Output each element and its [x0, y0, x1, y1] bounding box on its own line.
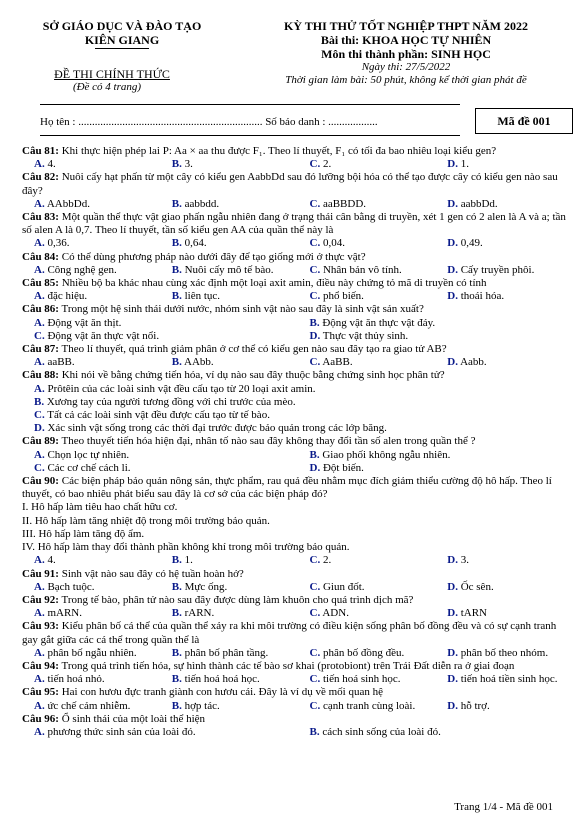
- answer-option[interactable]: [22, 700, 160, 713]
- option-letter: C.: [309, 646, 321, 659]
- answer-option[interactable]: [160, 647, 298, 660]
- question-stem: [22, 171, 573, 197]
- question-block: [22, 594, 573, 620]
- option-text: 2.: [322, 158, 332, 171]
- question-stem: [22, 713, 573, 726]
- answer-option[interactable]: [298, 237, 436, 250]
- question-stem: [22, 343, 573, 356]
- option-letter: B.: [309, 316, 320, 329]
- option-letter: D.: [447, 580, 458, 593]
- options-row: [22, 158, 573, 171]
- option-text: AAbb.: [184, 356, 214, 369]
- exam-component: Môn thi thành phần: SINH HỌC: [321, 47, 491, 61]
- question-text: Khi nói về bằng chứng tiến hóa, ví dụ nào sau đây thuộc bằng chứng sinh học phân tử?: [61, 369, 445, 382]
- question-stem: [22, 145, 573, 158]
- option-text: aaBBDD.: [322, 197, 367, 210]
- question-text: Nhiều bộ ba khác nhau cùng xác định một loại axit amin, điều này chứng tỏ mã di truyền có tính: [61, 277, 487, 290]
- divider-top: [40, 104, 460, 105]
- answer-option[interactable]: [298, 356, 436, 369]
- answer-option[interactable]: [22, 356, 160, 369]
- answer-option[interactable]: [435, 673, 573, 686]
- question-text: Trong quá trình tiến hóa, sự hình thành các tế bào sơ khai (protobiont) trên Trái Đất diễn ra ở giai đoạn: [61, 659, 515, 672]
- question-number: Câu 96:: [22, 712, 59, 725]
- option-letter: D.: [309, 461, 321, 474]
- option-letter: D.: [447, 237, 458, 250]
- option-letter: A.: [34, 554, 45, 567]
- option-letter: D.: [447, 158, 458, 171]
- option-letter: A.: [34, 646, 45, 659]
- option-letter: B.: [171, 356, 182, 369]
- option-letter: D.: [447, 356, 458, 369]
- question-text: Sinh vật nào sau đây có hệ tuần hoàn hở?: [61, 567, 244, 580]
- option-text: Chọn lọc tự nhiên.: [47, 448, 130, 461]
- option-text: Các cơ chế cách li.: [47, 461, 131, 474]
- options-row: [22, 317, 573, 330]
- question-block: [22, 660, 573, 686]
- answer-option[interactable]: [435, 198, 573, 211]
- options-row: [22, 383, 573, 396]
- answer-option[interactable]: [22, 198, 160, 211]
- answer-option[interactable]: [298, 264, 436, 277]
- option-letter: C.: [309, 554, 321, 567]
- options-row: [22, 700, 573, 713]
- option-text: tiến hoá sinh học.: [322, 673, 401, 686]
- question-block: [22, 435, 573, 475]
- answer-option[interactable]: [298, 607, 436, 620]
- answer-option[interactable]: [22, 237, 160, 250]
- answer-option[interactable]: [435, 290, 573, 303]
- option-text: 3.: [184, 158, 193, 171]
- option-text: tiến hoá tiền sinh học.: [460, 673, 558, 686]
- option-text: tiến hoá nhỏ.: [47, 673, 105, 686]
- answer-option[interactable]: [22, 462, 298, 475]
- page-count: (Đề có 4 trang): [72, 81, 142, 93]
- answer-option[interactable]: [298, 581, 436, 594]
- exam-code-box: Mã đề 001: [475, 108, 573, 134]
- official-label: ĐỀ THI CHÍNH THỨC: [54, 67, 170, 81]
- question-text: Khi thực hiện phép lai P: Aa × aa thu được F₁. Theo lí thuyết, F₁ có tối đa bao nhiêu loại kiểu gen?: [61, 145, 497, 157]
- answer-option[interactable]: [298, 317, 574, 330]
- question-number: Câu 84:: [22, 250, 59, 263]
- option-text: Động vật ăn thịt.: [47, 316, 122, 329]
- answer-option[interactable]: [22, 317, 298, 330]
- option-text: 0,64.: [184, 237, 207, 250]
- question-number: Câu 93:: [22, 620, 59, 633]
- options-row: [22, 198, 573, 211]
- question-block: [22, 713, 573, 739]
- options-row: [22, 607, 573, 620]
- answer-option[interactable]: [160, 158, 298, 171]
- question-stem: [22, 251, 573, 264]
- option-text: 4.: [47, 158, 56, 171]
- question-number: Câu 82:: [22, 171, 59, 184]
- exam-date: Ngày thi: 27/5/2022: [361, 61, 451, 73]
- option-text: ADN.: [322, 607, 349, 620]
- option-letter: C.: [309, 158, 321, 171]
- question-text: Có thể dùng phương pháp nào dưới đây để tạo giống mới ở thực vật?: [61, 250, 366, 263]
- option-text: mARN.: [47, 607, 82, 620]
- answer-option[interactable]: [435, 264, 573, 277]
- option-letter: B.: [34, 395, 45, 408]
- question-number: Câu 83:: [22, 211, 59, 224]
- answer-option[interactable]: [298, 462, 574, 475]
- option-letter: D.: [447, 699, 458, 712]
- options-row: [22, 422, 573, 435]
- options-row: [22, 356, 573, 369]
- answer-option[interactable]: [22, 607, 160, 620]
- option-letter: D.: [309, 329, 321, 342]
- question-list: [22, 145, 573, 739]
- option-text: cách sinh sống của loài đó.: [322, 725, 441, 738]
- answer-option[interactable]: [298, 554, 436, 567]
- option-text: phân bố đồng đều.: [322, 646, 405, 659]
- statement: I. Hô hấp làm tiêu hao chất hữu cơ.: [22, 501, 178, 514]
- answer-option[interactable]: [160, 356, 298, 369]
- question-stem: [22, 369, 573, 382]
- options-row: [22, 554, 573, 567]
- answer-option[interactable]: [435, 158, 573, 171]
- options-row: [22, 396, 573, 409]
- option-letter: A.: [34, 725, 45, 738]
- answer-option[interactable]: [298, 647, 436, 660]
- answer-option[interactable]: [435, 237, 573, 250]
- question-stem: [22, 660, 573, 673]
- option-text: đặc hiệu.: [47, 290, 88, 303]
- question-stem: [22, 435, 573, 448]
- question-block: [22, 343, 573, 369]
- question-text: Một quần thể thực vật giao phấn ngẫu nhiên đang ở trạng thái cân bằng di truyền, xét 1 gen có 2 alen là A và a; tần số alen A là 0,7. Theo lí thuyết, tần số kiểu gen AA của quần thể này là: [22, 211, 566, 237]
- answer-option[interactable]: [435, 554, 573, 567]
- option-text: ức chế cảm nhiễm.: [47, 699, 131, 712]
- answer-option[interactable]: [34, 409, 270, 421]
- option-text: Cấy truyền phôi.: [460, 263, 535, 276]
- option-letter: A.: [34, 607, 45, 620]
- option-text: Aabb.: [460, 356, 487, 369]
- option-letter: C.: [309, 673, 321, 686]
- question-number: Câu 89:: [22, 435, 59, 448]
- question-text: Theo thuyết tiến hóa hiện đại, nhân tố nào sau đây không thay đổi tần số alen trong quần thể ?: [61, 435, 476, 448]
- option-letter: B.: [171, 554, 182, 567]
- question-number: Câu 87:: [22, 343, 59, 356]
- answer-option[interactable]: [160, 264, 298, 277]
- answer-option[interactable]: [298, 158, 436, 171]
- option-text: Nhân bản vô tính.: [322, 263, 402, 276]
- option-letter: B.: [309, 725, 320, 738]
- option-letter: C.: [309, 290, 321, 303]
- answer-option[interactable]: [160, 198, 298, 211]
- option-text: Động vật ăn thực vật đáy.: [322, 316, 436, 329]
- option-letter: A.: [34, 290, 45, 303]
- question-block: [22, 145, 573, 171]
- statement: II. Hô hấp làm tăng nhiệt độ trong môi trường bảo quản.: [22, 514, 270, 527]
- option-letter: D.: [447, 554, 458, 567]
- answer-option[interactable]: [298, 449, 574, 462]
- option-letter: C.: [309, 580, 321, 593]
- question-number: Câu 94:: [22, 659, 59, 672]
- answer-option[interactable]: [22, 158, 160, 171]
- option-letter: B.: [171, 646, 182, 659]
- answer-option[interactable]: [298, 673, 436, 686]
- option-letter: D.: [34, 422, 45, 435]
- answer-option[interactable]: [160, 673, 298, 686]
- department-name: SỞ GIÁO DỤC VÀ ĐÀO TẠO: [42, 19, 202, 33]
- option-letter: D.: [447, 646, 458, 659]
- question-block: [22, 211, 573, 251]
- answer-option[interactable]: [435, 700, 573, 713]
- options-row: [22, 647, 573, 660]
- option-text: AAbbDd.: [46, 197, 90, 210]
- option-text: hợp tác.: [184, 699, 220, 712]
- answer-option[interactable]: [160, 607, 298, 620]
- options-row: [22, 673, 573, 686]
- answer-option[interactable]: [160, 581, 298, 594]
- option-letter: B.: [171, 263, 182, 276]
- option-text: Bạch tuộc.: [47, 580, 95, 593]
- option-letter: C.: [309, 197, 321, 210]
- option-text: Đột biến.: [322, 461, 364, 474]
- answer-option[interactable]: [22, 647, 160, 660]
- option-text: AaBB.: [322, 356, 353, 369]
- answer-option[interactable]: [435, 647, 573, 660]
- options-row: [22, 726, 573, 739]
- question-text: Ổ sinh thái của một loài thể hiện: [61, 712, 206, 725]
- question-stem: [22, 211, 573, 237]
- options-row: [22, 581, 573, 594]
- statement: III. Hô hấp làm tăng độ ẩm.: [22, 527, 145, 540]
- option-letter: A.: [34, 316, 45, 329]
- answer-option[interactable]: [22, 330, 298, 343]
- option-text: Xương tay của người tương đồng với chi trước của mèo.: [46, 395, 296, 408]
- question-block: [22, 277, 573, 303]
- question-text: Trong tế bào, phân tử nào sau đây được dùng làm khuôn cho quá trình dịch mã?: [61, 593, 414, 606]
- answer-option[interactable]: [298, 330, 574, 343]
- question-number: Câu 88:: [22, 369, 59, 382]
- answer-option[interactable]: [22, 581, 160, 594]
- option-letter: A.: [34, 699, 45, 712]
- option-text: thoái hóa.: [460, 290, 505, 303]
- option-letter: B.: [171, 290, 182, 303]
- answer-option[interactable]: [160, 554, 298, 567]
- option-text: 0,36.: [47, 237, 70, 250]
- option-text: Xác sinh vật sống trong các thời đại trước được bảo quản trong các lớp băng.: [47, 422, 387, 435]
- option-text: cạnh tranh cùng loài.: [322, 699, 416, 712]
- divider-bottom: [40, 135, 460, 136]
- option-letter: A.: [34, 197, 45, 210]
- option-text: tiến hoá hoá học.: [184, 673, 260, 686]
- option-letter: C.: [34, 329, 45, 342]
- question-number: Câu 85:: [22, 277, 59, 290]
- question-block: [22, 171, 573, 211]
- option-letter: D.: [447, 290, 458, 303]
- option-text: phân bố theo nhóm.: [460, 646, 549, 659]
- question-stem: [22, 277, 573, 290]
- option-letter: B.: [171, 607, 182, 620]
- question-number: Câu 92:: [22, 593, 59, 606]
- option-letter: D.: [447, 263, 458, 276]
- option-text: 2.: [322, 554, 332, 567]
- question-block: [22, 369, 573, 435]
- option-letter: D.: [447, 673, 458, 686]
- option-text: Prôtêin của các loài sinh vật đều cấu tạo từ 20 loại axit amin.: [47, 382, 316, 395]
- option-letter: C.: [309, 263, 321, 276]
- question-block: [22, 475, 573, 567]
- option-text: 3.: [460, 554, 469, 567]
- option-letter: A.: [34, 382, 45, 395]
- answer-option[interactable]: [435, 607, 573, 620]
- answer-option[interactable]: [34, 396, 296, 408]
- option-text: Giao phối không ngẫu nhiên.: [322, 448, 451, 461]
- question-stem: [22, 475, 573, 501]
- answer-option[interactable]: [22, 264, 160, 277]
- question-text: Nuôi cấy hạt phấn từ một cây có kiểu gen AabbDd sau đó lưỡng bội hóa có thể tạo được cây có kiểu gen nào sau đây?: [22, 171, 558, 197]
- option-letter: A.: [34, 263, 45, 276]
- option-letter: C.: [34, 461, 45, 474]
- question-stem: [22, 303, 573, 316]
- question-text: Theo lí thuyết, quá trình giảm phân ở cơ thể có kiểu gen nào sau đây tạo ra giao tử AB?: [61, 343, 447, 356]
- answer-option[interactable]: [435, 356, 573, 369]
- option-letter: C.: [309, 607, 321, 620]
- question-text: Các biện pháp bảo quản nông sản, thực phẩm, rau quả đều nhằm mục đích giảm thiểu cường độ hô hấp. Theo lí thuyết, có bao nhiêu phát biểu sau đây là cơ sở của các biện pháp đó?: [22, 475, 552, 501]
- option-letter: C.: [309, 356, 321, 369]
- option-letter: D.: [447, 197, 458, 210]
- province-name: KIÊN GIANG: [84, 33, 160, 47]
- question-block: [22, 686, 573, 712]
- option-letter: A.: [34, 580, 45, 593]
- answer-option[interactable]: [22, 449, 298, 462]
- question-text: Kiểu phân bố cá thể của quần thể xảy ra khi môi trường có điều kiện sống phân bố đồng đều và có sự cạnh tranh gay gắt giữa các cá thể trong quần thể là: [22, 620, 557, 646]
- divider-left: [95, 48, 149, 49]
- option-letter: A.: [34, 673, 45, 686]
- option-text: Tất cả các loài sinh vật đều được cấu tạo từ tế bào.: [47, 409, 270, 422]
- option-letter: A.: [34, 448, 45, 461]
- option-letter: B.: [171, 197, 182, 210]
- question-stem: [22, 686, 573, 699]
- answer-option[interactable]: [34, 422, 387, 434]
- option-text: Động vật ăn thực vật nổi.: [47, 329, 160, 342]
- answer-option[interactable]: [34, 383, 316, 395]
- option-letter: B.: [309, 448, 320, 461]
- answer-option[interactable]: [22, 673, 160, 686]
- option-text: Thực vật thủy sinh.: [322, 329, 409, 342]
- option-text: 0,49.: [460, 237, 483, 250]
- option-letter: A.: [34, 356, 45, 369]
- option-text: tARN: [460, 607, 487, 620]
- option-text: Mực ống.: [184, 580, 228, 593]
- answer-option[interactable]: [160, 237, 298, 250]
- options-row: [22, 330, 573, 343]
- question-number: Câu 95:: [22, 686, 59, 699]
- option-text: 1.: [460, 158, 469, 171]
- question-number: Câu 90:: [22, 475, 59, 488]
- option-letter: B.: [171, 580, 182, 593]
- option-text: phổ biến.: [322, 290, 364, 303]
- option-letter: B.: [171, 699, 182, 712]
- question-block: [22, 620, 573, 660]
- options-row: [22, 237, 573, 250]
- page-footer: Trang 1/4 - Mã đề 001: [454, 801, 553, 813]
- option-text: aaBB.: [47, 356, 75, 369]
- exam-title: KỲ THI THỬ TỐT NGHIỆP THPT NĂM 2022: [284, 19, 528, 33]
- question-block: [22, 568, 573, 594]
- option-text: rARN.: [184, 607, 215, 620]
- answer-option[interactable]: [435, 581, 573, 594]
- exam-time: Thời gian làm bài: 50 phút, không kể thời gian phát đề: [285, 74, 527, 86]
- candidate-info: Họ tên : ................................................................... Số báo danh : ..................: [40, 116, 378, 128]
- options-row: [22, 290, 573, 303]
- option-text: phân bố phân tầng.: [184, 646, 269, 659]
- answer-option[interactable]: [298, 198, 436, 211]
- option-text: liên tục.: [184, 290, 221, 303]
- options-row: [22, 449, 573, 462]
- option-text: hỗ trợ.: [460, 699, 490, 712]
- question-stem: [22, 620, 573, 646]
- option-letter: B.: [171, 673, 182, 686]
- question-block: [22, 303, 573, 343]
- option-letter: A.: [34, 237, 45, 250]
- question-block: [22, 251, 573, 277]
- option-letter: C.: [309, 699, 321, 712]
- option-letter: D.: [447, 607, 458, 620]
- question-text: Hai con hươu đực tranh giành con hươu cái. Đây là ví dụ về mối quan hệ: [61, 686, 383, 699]
- exam-subject: Bài thi: KHOA HỌC TỰ NHIÊN: [320, 33, 492, 47]
- answer-option[interactable]: [160, 700, 298, 713]
- option-letter: B.: [171, 237, 182, 250]
- option-text: Công nghệ gen.: [47, 263, 117, 276]
- question-number: Câu 81:: [22, 145, 59, 157]
- header-right: [236, 19, 576, 87]
- option-text: phương thức sinh sản của loài đó.: [47, 725, 196, 738]
- option-text: phân bố ngẫu nhiên.: [47, 646, 137, 659]
- option-letter: C.: [34, 409, 45, 422]
- answer-option[interactable]: [298, 726, 574, 739]
- question-text: Trong một hệ sinh thái dưới nước, nhóm sinh vật nào sau đây là sinh vật sản xuất?: [61, 303, 424, 316]
- question-stem: [22, 594, 573, 607]
- options-row: [22, 462, 573, 475]
- options-row: [22, 409, 573, 422]
- question-number: Câu 91:: [22, 567, 59, 580]
- option-text: Giun đốt.: [322, 580, 365, 593]
- answer-option[interactable]: [298, 290, 436, 303]
- option-letter: C.: [309, 237, 321, 250]
- answer-option[interactable]: [22, 290, 160, 303]
- option-text: Ốc sên.: [460, 580, 494, 593]
- answer-option[interactable]: [22, 726, 298, 739]
- option-text: aabbdd.: [184, 197, 220, 210]
- option-text: 1.: [184, 554, 193, 567]
- options-row: [22, 264, 573, 277]
- option-text: Nuôi cấy mô tế bào.: [184, 263, 274, 276]
- question-stem: [22, 568, 573, 581]
- option-letter: B.: [171, 158, 182, 171]
- option-text: 4.: [47, 554, 56, 567]
- header-left: [14, 19, 230, 94]
- option-letter: A.: [34, 158, 45, 171]
- question-number: Câu 86:: [22, 303, 59, 316]
- option-text: aabbDd.: [460, 197, 498, 210]
- answer-option[interactable]: [298, 700, 436, 713]
- answer-option[interactable]: [160, 290, 298, 303]
- answer-option[interactable]: [22, 554, 160, 567]
- option-text: 0,04.: [322, 237, 345, 250]
- statement: IV. Hô hấp làm thay đổi thành phần không khí trong môi trường bảo quản.: [22, 541, 350, 554]
